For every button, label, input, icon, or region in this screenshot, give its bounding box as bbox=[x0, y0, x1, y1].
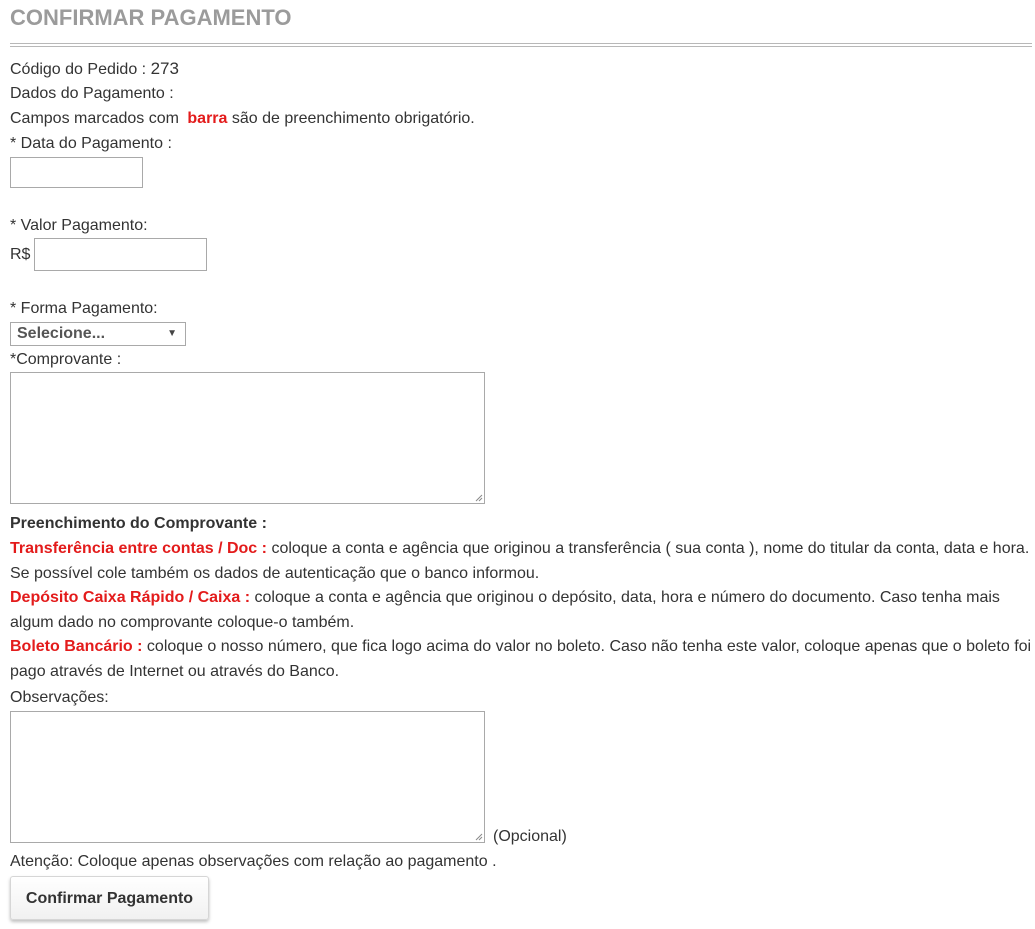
instruction-transfer-title: Transferência entre contas / Doc : bbox=[10, 540, 267, 557]
instruction-boleto-text: coloque o nosso número, que fica logo acima do valor no boleto. Caso não tenha este valor, coloque apenas que o boleto foi pago através de Internet ou através do Banco. bbox=[10, 638, 1032, 680]
instruction-boleto bbox=[10, 635, 1032, 684]
instruction-transfer bbox=[10, 537, 1032, 586]
payment-date-input[interactable] bbox=[10, 157, 143, 188]
receipt-label: *Comprovante : bbox=[10, 351, 122, 368]
receipt-textarea[interactable] bbox=[10, 372, 485, 504]
currency-prefix: R$ bbox=[10, 246, 31, 263]
required-note-highlight: barra bbox=[187, 110, 228, 127]
notes-optional-hint: (Opcional) bbox=[493, 828, 567, 845]
required-fields-note bbox=[10, 107, 475, 131]
notes-textarea[interactable] bbox=[10, 711, 485, 843]
confirm-payment-button[interactable]: Confirmar Pagamento bbox=[10, 876, 209, 920]
resize-grip-icon[interactable] bbox=[474, 493, 483, 502]
order-code-value: 273 bbox=[150, 59, 179, 78]
instruction-boleto-title: Boleto Bancário : bbox=[10, 638, 143, 655]
resize-grip-icon[interactable] bbox=[474, 832, 483, 841]
payment-method-label: * Forma Pagamento: bbox=[10, 300, 158, 317]
payment-amount-input[interactable] bbox=[34, 238, 207, 271]
instruction-deposit-text: coloque a conta e agência que originou o depósito, data, hora e número do documento. Caso tenha mais algum dado no comprovante coloque-o também. bbox=[10, 589, 1000, 631]
instruction-deposit-title: Depósito Caixa Rápido / Caixa : bbox=[10, 589, 251, 606]
required-note-suffix: são de preenchimento obrigatório. bbox=[231, 110, 475, 127]
instructions-heading: Preenchimento do Comprovante : bbox=[10, 515, 267, 532]
notes-label: Observações: bbox=[10, 689, 109, 706]
payment-data-heading: Dados do Pagamento : bbox=[10, 85, 174, 102]
order-code-line bbox=[10, 57, 179, 82]
chevron-down-icon: ▼ bbox=[167, 328, 177, 339]
page-title: CONFIRMAR PAGAMENTO bbox=[10, 5, 292, 30]
instruction-deposit bbox=[10, 586, 1032, 635]
payment-amount-label: * Valor Pagamento: bbox=[10, 217, 148, 234]
required-note-prefix: Campos marcados com bbox=[10, 110, 179, 127]
title-divider bbox=[10, 43, 1032, 47]
order-code-label: Código do Pedido : bbox=[10, 61, 147, 78]
payment-method-select[interactable] bbox=[10, 322, 186, 346]
attention-note: Atenção: Coloque apenas observações com relação ao pagamento . bbox=[10, 853, 497, 870]
instruction-transfer-text: coloque a conta e agência que originou a transferência ( sua conta ), nome do titular da conta, data e hora. Se possível cole também os dados de autenticação que o banco informou. bbox=[10, 540, 1030, 582]
payment-method-selected: Selecione... bbox=[17, 325, 106, 342]
payment-date-label: * Data do Pagamento : bbox=[10, 135, 172, 152]
